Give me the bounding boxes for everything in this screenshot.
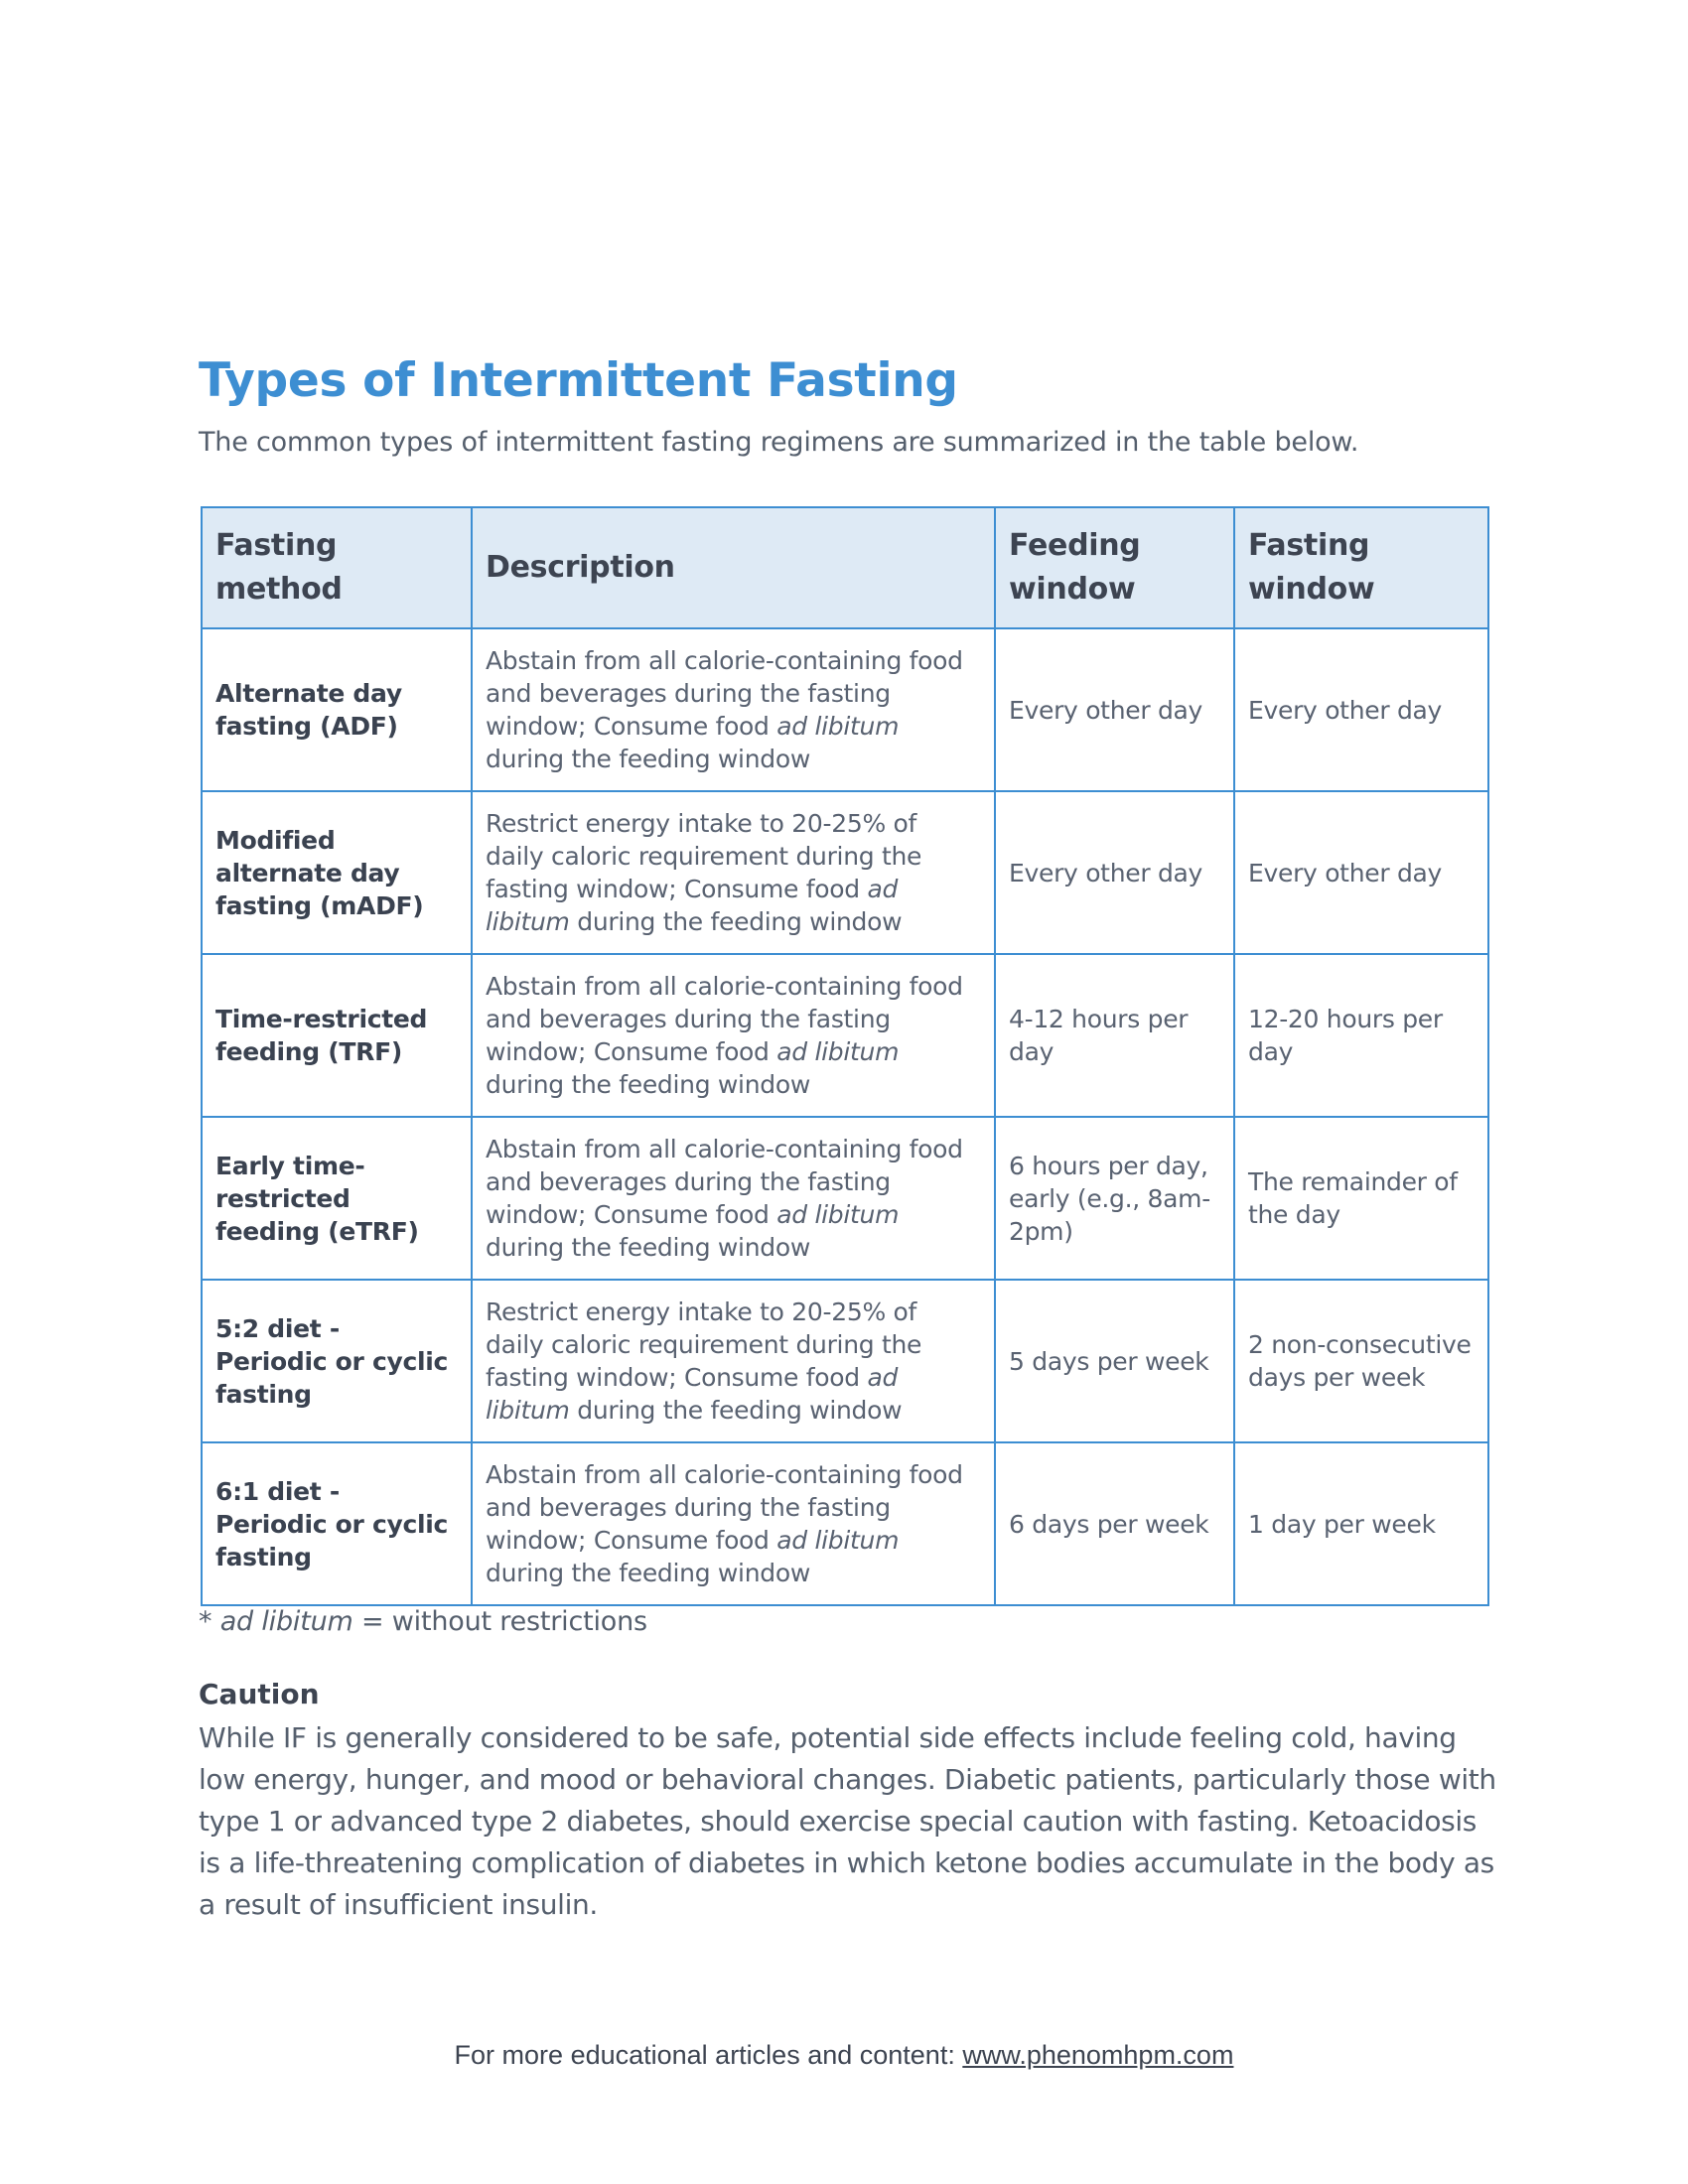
cell-fasting-method: Alternate day fasting (ADF) [202, 628, 472, 791]
table-row [202, 791, 1488, 954]
description-italic-term: ad libitum [776, 1037, 900, 1066]
cell-feeding-window: 6 days per week [995, 1442, 1234, 1605]
description-text: Restrict energy intake to 20-25% of daily caloric requirement during the fasting window; Consume food [486, 809, 922, 903]
header-description: Description [472, 507, 995, 628]
table-header-row [202, 507, 1488, 628]
footnote [199, 1606, 647, 1637]
cell-fasting-window: 2 non-consecutive days per week [1234, 1280, 1488, 1442]
table-row [202, 628, 1488, 791]
cell-feeding-window: 4-12 hours per day [995, 954, 1234, 1117]
cell-description [472, 628, 995, 791]
table-row [202, 1280, 1488, 1442]
description-text-end: during the feeding window [486, 1233, 810, 1262]
cell-feeding-window: 6 hours per day, early (e.g., 8am-2pm) [995, 1117, 1234, 1280]
cell-fasting-method: Time-restricted feeding (TRF) [202, 954, 472, 1117]
caution-body: While IF is generally considered to be safe, potential side effects include feeling cold, having low energy, hunger, and mood or behavioral changes. Diabetic patients, particularly those with type 1 or advanced type 2 diabetes, should exercise special caution with fasting. Ketoacidosis is a life-threatening complication of diabetes in which ketone bodies accumulate in the body as a result of insufficient insulin. [199, 1721, 1496, 1921]
cell-description [472, 954, 995, 1117]
description-text: Restrict energy intake to 20-25% of daily caloric requirement during the fasting window; Consume food [486, 1297, 922, 1392]
intro-text: The common types of intermittent fasting regimens are summarized in the table below. [199, 427, 1359, 458]
cell-fasting-method: 5:2 diet - Periodic or cyclic fasting [202, 1280, 472, 1442]
cell-feeding-window: Every other day [995, 628, 1234, 791]
description-text-end: during the feeding window [486, 1559, 810, 1587]
cell-fasting-window: Every other day [1234, 791, 1488, 954]
description-italic-term: ad libitum [776, 1526, 900, 1555]
cell-fasting-method: Modified alternate day fasting (mADF) [202, 791, 472, 954]
page-title: Types of Intermittent Fasting [199, 353, 958, 408]
description-italic-term: ad libitum [776, 712, 900, 741]
cell-description [472, 791, 995, 954]
cell-feeding-window: Every other day [995, 791, 1234, 954]
fasting-types-table [201, 506, 1489, 1606]
description-text: Abstain from all calorie-containing food and beverages during the fasting window; Consume food [486, 1135, 963, 1229]
header-feeding-window: Feeding window [995, 507, 1234, 628]
description-text-end: during the feeding window [486, 745, 810, 773]
description-text: Abstain from all calorie-containing food and beverages during the fasting window; Consume food [486, 1460, 963, 1555]
description-text: Abstain from all calorie-containing food and beverages during the fasting window; Consume food [486, 972, 963, 1066]
footer-link[interactable]: www.phenomhpm.com [962, 2040, 1234, 2070]
description-italic-term: ad libitum [776, 1200, 900, 1229]
description-text-end: during the feeding window [569, 907, 903, 936]
cell-fasting-window: 12-20 hours per day [1234, 954, 1488, 1117]
cell-fasting-window: The remainder of the day [1234, 1117, 1488, 1280]
cell-feeding-window: 5 days per week [995, 1280, 1234, 1442]
table-row [202, 1442, 1488, 1605]
footnote-definition: = without restrictions [352, 1606, 647, 1637]
cell-fasting-window: Every other day [1234, 628, 1488, 791]
header-fasting-window: Fasting window [1234, 507, 1488, 628]
header-fasting-method: Fasting method [202, 507, 472, 628]
description-italic-term: ad libitum [486, 875, 899, 936]
description-italic-term: ad libitum [486, 1363, 899, 1425]
table-row [202, 954, 1488, 1117]
table-row [202, 1117, 1488, 1280]
cell-fasting-window: 1 day per week [1234, 1442, 1488, 1605]
cell-description [472, 1442, 995, 1605]
cell-description [472, 1117, 995, 1280]
footer [0, 2040, 1688, 2071]
cell-description [472, 1280, 995, 1442]
cell-fasting-method: 6:1 diet - Periodic or cyclic fasting [202, 1442, 472, 1605]
description-text-end: during the feeding window [569, 1396, 903, 1425]
description-text-end: during the feeding window [486, 1070, 810, 1099]
description-text: Abstain from all calorie-containing food and beverages during the fasting window; Consume food [486, 646, 963, 741]
footer-text: For more educational articles and content: [454, 2040, 963, 2070]
cell-fasting-method: Early time-restricted feeding (eTRF) [202, 1117, 472, 1280]
footnote-term: ad libitum [219, 1606, 353, 1637]
caution-heading: Caution [199, 1678, 320, 1710]
footnote-prefix: * [199, 1606, 220, 1637]
